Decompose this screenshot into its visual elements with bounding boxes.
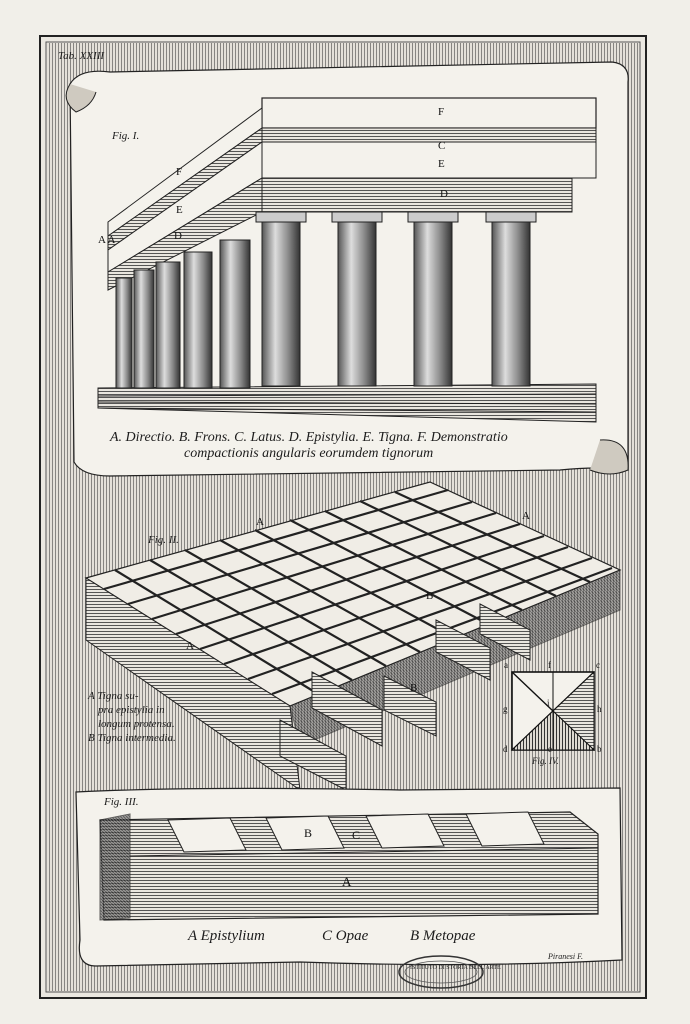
fig1-letter-c: C <box>438 140 446 152</box>
artist-signature: Piranesi F. <box>548 952 583 961</box>
fig2-legend-line4: B Tigna intermedia. <box>88 732 176 744</box>
fig2-letter-b1: B <box>426 590 434 602</box>
fig2-letter-a3: A <box>186 640 194 652</box>
fig4-letter-b: b <box>597 744 602 754</box>
plate-label: Tab. XXIII <box>58 50 105 62</box>
stamp-text: ISTITUTO DI STORIA DELL'ARTE <box>410 965 501 971</box>
fig4-letter-e: e <box>548 744 552 754</box>
fig2-legend-line2: pra epistylia in <box>98 704 165 716</box>
fig4-letter-f: f <box>548 660 551 670</box>
fig1-caption-line1: A. Directio. B. Frons. C. Latus. D. Epistylia. E. Tigna. F. Demonstratio <box>110 430 508 445</box>
fig1-letter-d-side: D <box>174 230 182 242</box>
fig3-letter-c: C <box>352 828 361 842</box>
fig4-letter-c: c <box>596 660 600 670</box>
fig2-legend-line1: A Tigna su- <box>88 690 139 702</box>
fig4-letter-h: h <box>597 704 602 714</box>
fig3-letter-a: A <box>342 874 352 889</box>
fig1-letter-f-top: F <box>438 106 445 118</box>
fig3-epistylium-drawing <box>100 812 598 920</box>
fig2-legend-line3: longum protensa. <box>98 718 175 730</box>
fig2-letter-b2: B <box>410 682 418 694</box>
fig4-diagram <box>512 672 594 750</box>
fig2-label: Fig. II. <box>148 534 179 546</box>
fig2-letter-a2: A <box>522 510 530 522</box>
fig1-caption-line2: compactionis angularis eorumdem tignorum <box>184 446 434 461</box>
fig3-caption-c: C Opae <box>322 928 369 944</box>
fig3-caption-b: B Metopae <box>410 928 476 944</box>
fig1-label: Fig. I. <box>112 130 140 142</box>
fig4-letter-g: g <box>503 704 508 714</box>
fig3-caption-a: A Epistylium <box>188 928 265 944</box>
fig4-letter-d: d <box>503 744 508 754</box>
fig1-letter-f-side: F <box>176 166 183 178</box>
fig1-letter-e: E <box>438 158 445 170</box>
fig1-letter-aa: A A <box>98 234 116 246</box>
fig4-letter-a: a <box>504 660 508 670</box>
fig3-label: Fig. III. <box>104 796 139 808</box>
fig1-letter-d: D <box>440 188 448 200</box>
fig2-letter-a1: A <box>256 516 264 528</box>
fig4-letter-i: i <box>547 698 550 708</box>
fig4-label: Fig. IV. <box>532 756 559 766</box>
fig1-letter-e-side: E <box>176 204 183 216</box>
fig3-letter-b: B <box>304 826 313 840</box>
